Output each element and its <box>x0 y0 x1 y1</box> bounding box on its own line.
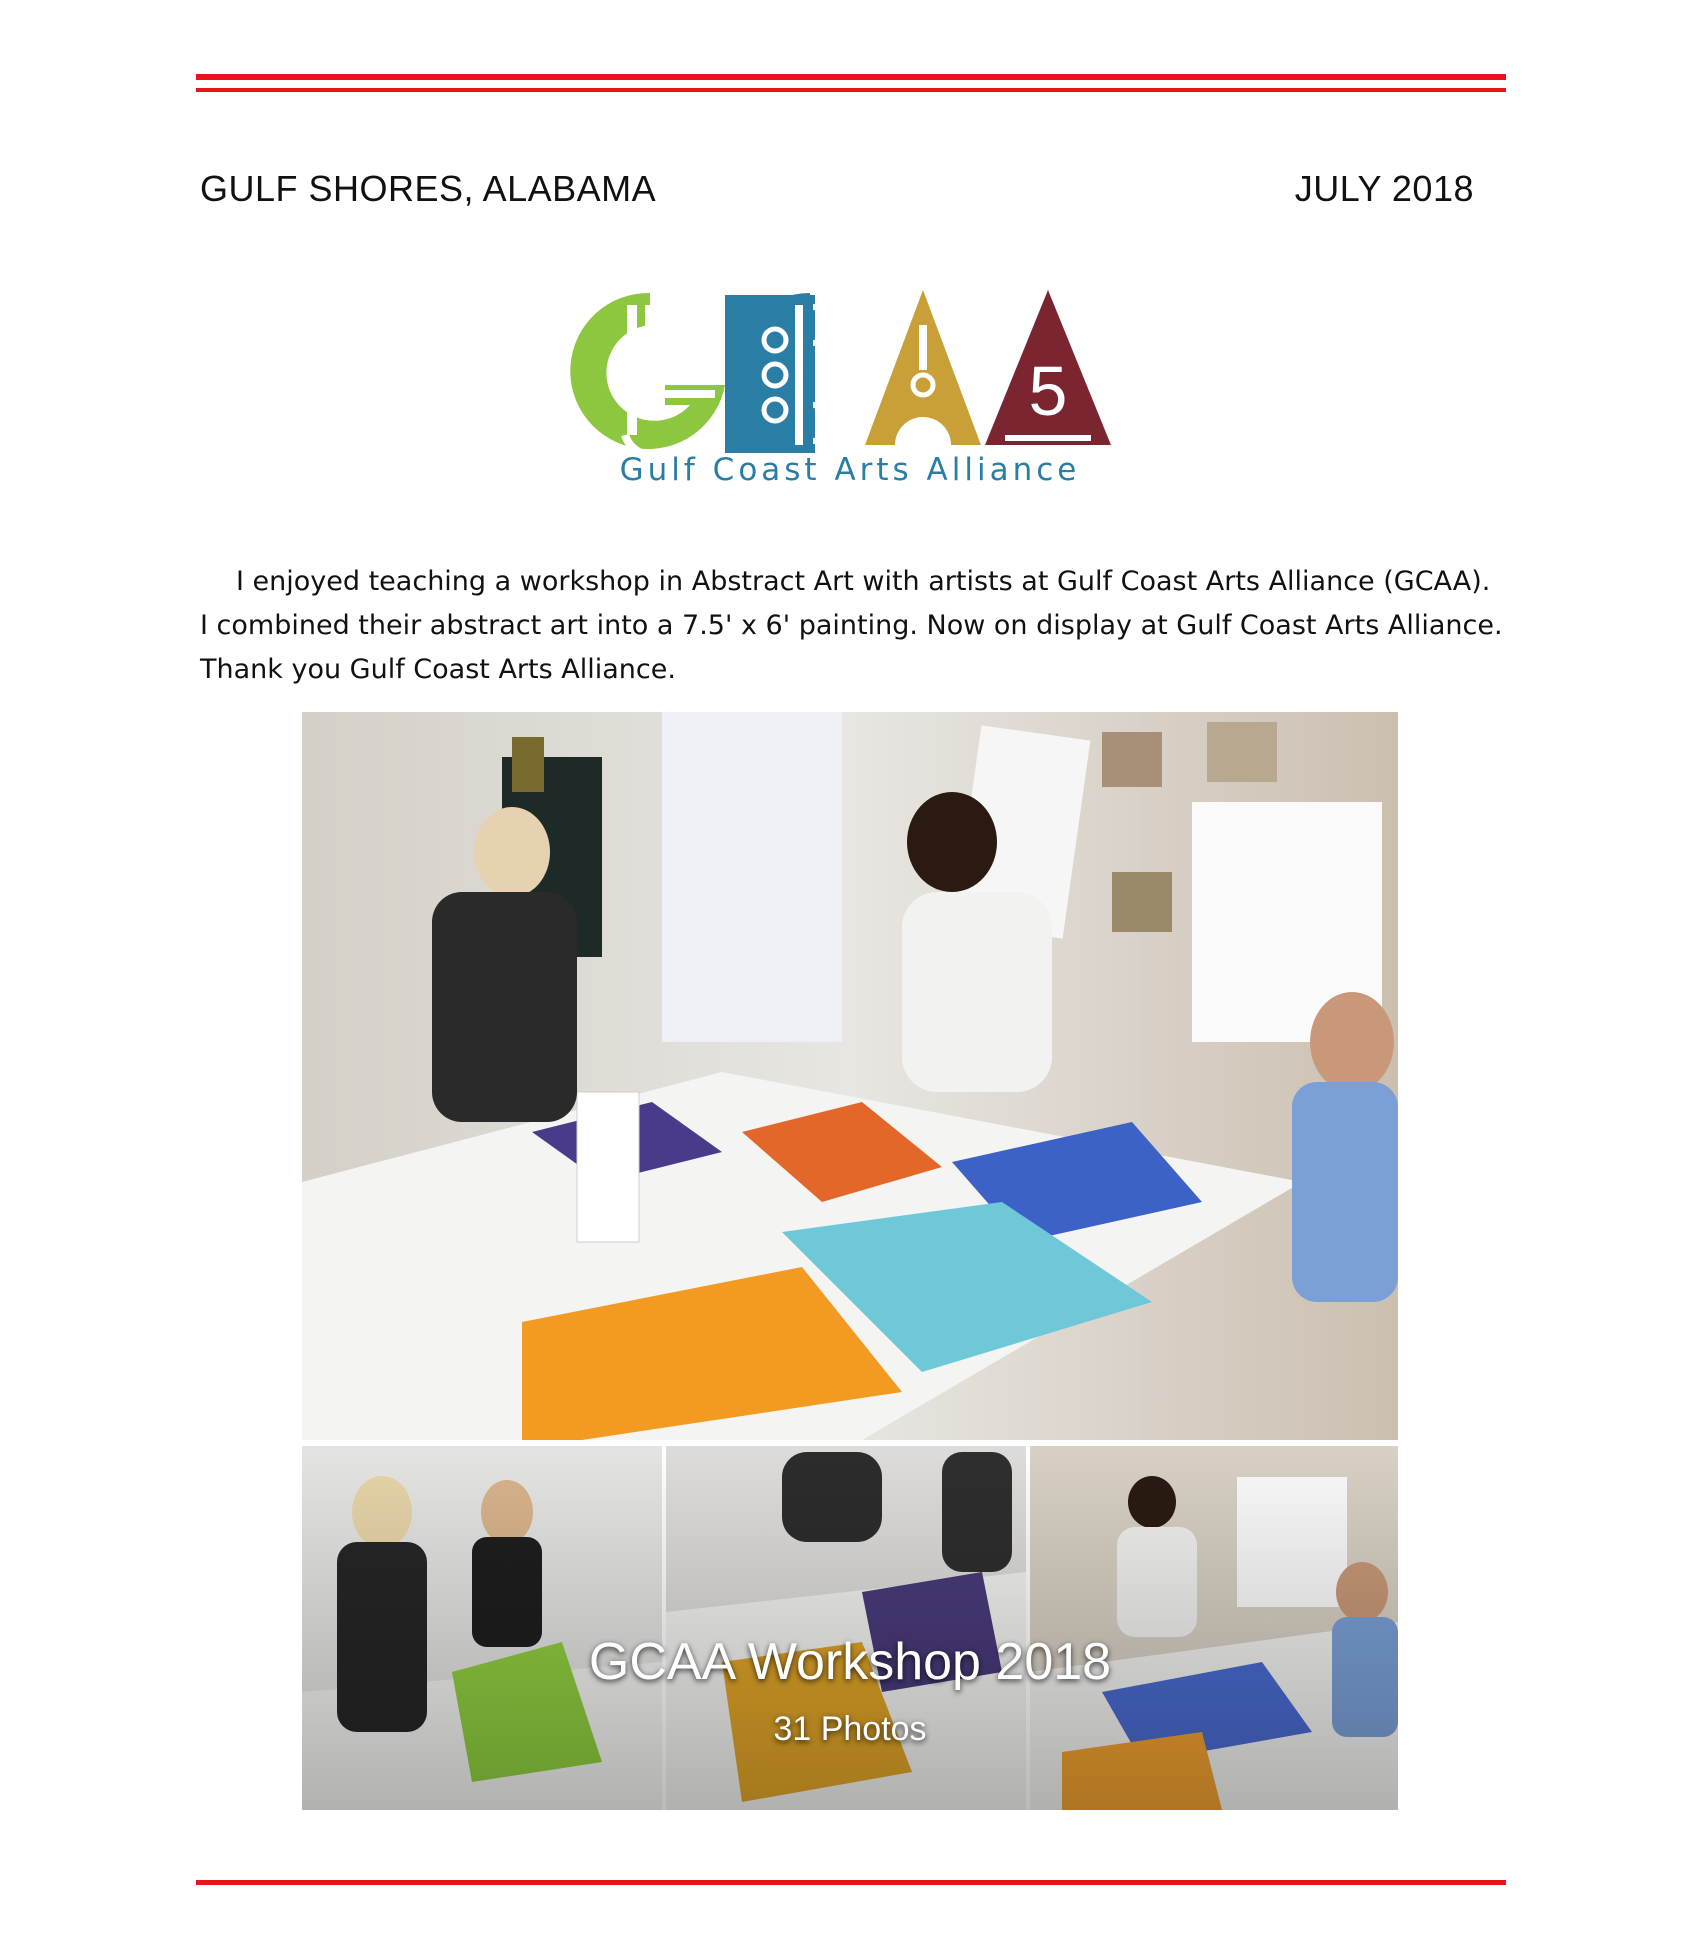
svg-text:5: 5 <box>1028 352 1068 430</box>
article-line-2: I combined their abstract art into a 7.5' x 6' painting. Now on display at Gulf Coast Arts Alliance. <box>200 610 1503 641</box>
article-line-3: Thank you Gulf Coast Arts Alliance. <box>200 654 676 685</box>
logo-tagline: Gulf Coast Arts Alliance <box>619 452 1081 488</box>
header-date: JULY 2018 <box>1294 168 1474 209</box>
gcaa-logo <box>565 285 1135 495</box>
top-rule-thick <box>196 74 1506 80</box>
photo-album-collage[interactable] <box>302 712 1398 1810</box>
logo-letter-a-gold <box>865 290 981 445</box>
header-location: GULF SHORES, ALABAMA <box>200 168 657 209</box>
top-rule-thin <box>196 88 1506 92</box>
article-line-1: I enjoyed teaching a workshop in Abstract Art with artists at Gulf Coast Arts Alliance (GCAA). <box>236 566 1491 597</box>
logo-letter-g <box>570 293 725 456</box>
album-photo-count: 31 Photos <box>773 1710 927 1748</box>
article-body <box>200 560 1510 692</box>
logo-letter-c <box>725 293 831 453</box>
bottom-rule <box>196 1880 1506 1885</box>
album-title[interactable]: GCAA Workshop 2018 <box>588 1633 1112 1691</box>
logo-letter-a-maroon <box>985 290 1111 445</box>
main-workshop-photo <box>302 712 1398 1440</box>
